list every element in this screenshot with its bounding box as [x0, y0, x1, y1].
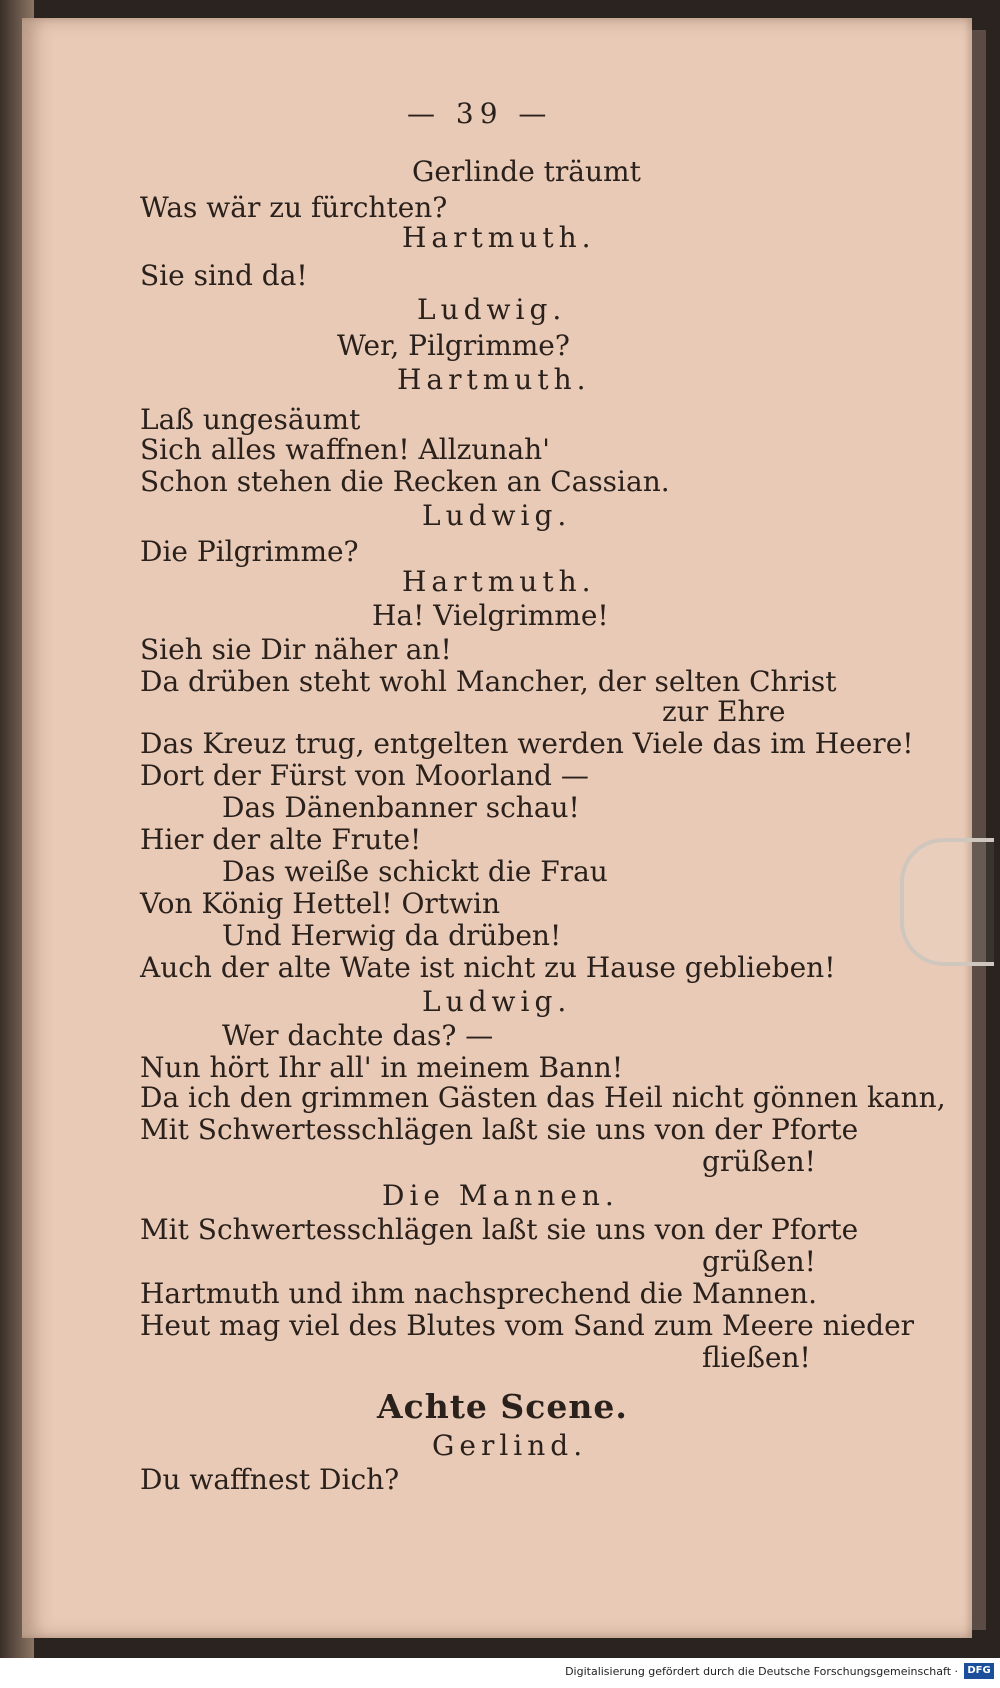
verse-line: Das Dänenbanner schau!: [222, 791, 580, 824]
verse-line: Hier der alte Frute!: [140, 823, 422, 856]
verse-line: fließen!: [702, 1341, 811, 1374]
book-page: [22, 18, 972, 1638]
speaker-name: Ludwig.: [417, 293, 567, 326]
verse-line: Du waffnest Dich?: [140, 1463, 400, 1496]
verse-line: Nun hört Ihr all' in meinem Bann!: [140, 1051, 624, 1084]
verse-line: Sieh sie Dir näher an!: [140, 633, 452, 666]
footer-credit: Digitalisierung gefördert durch die Deutsche Forschungsgemeinschaft ·: [565, 1665, 958, 1678]
speaker-name: Hartmuth.: [402, 221, 596, 254]
verse-line: Mit Schwertesschlägen laßt sie uns von der Pforte: [140, 1113, 859, 1146]
verse-line: Ha! Vielgrimme!: [372, 599, 609, 632]
verse-line: Auch der alte Wate ist nicht zu Hause geblieben!: [140, 951, 836, 984]
verse-line: Wer, Pilgrimme?: [337, 329, 570, 362]
verse-line: Mit Schwertesschlägen laßt sie uns von der Pforte: [140, 1213, 859, 1246]
speaker-name: Die Mannen.: [382, 1179, 619, 1212]
page-clip: [900, 838, 994, 966]
verse-line: Sich alles waffnen! Allzunah': [140, 433, 550, 466]
footer-bar: [0, 1658, 1000, 1688]
verse-line: Laß ungesäumt: [140, 403, 361, 436]
verse-line: Heut mag viel des Blutes vom Sand zum Meere nieder: [140, 1309, 915, 1342]
speaker-name: Ludwig.: [422, 499, 572, 532]
verse-line: Da drüben steht wohl Mancher, der selten Christ: [140, 665, 837, 698]
stage-direction: Hartmuth und ihm nachsprechend die Mannen.: [140, 1277, 817, 1310]
scene-heading: Achte Scene.: [377, 1387, 628, 1426]
verse-line: Wer dachte das? —: [222, 1019, 494, 1052]
verse-line: grüßen!: [702, 1145, 816, 1178]
verse-line: Was wär zu fürchten?: [140, 191, 448, 224]
verse-line: Von König Hettel! Ortwin: [140, 887, 500, 920]
verse-line: zur Ehre: [662, 695, 786, 728]
verse-line: Sie sind da!: [140, 259, 308, 292]
speaker-name: Gerlind.: [432, 1429, 588, 1462]
dfg-logo-icon: DFG: [964, 1663, 994, 1679]
verse-line: Und Herwig da drüben!: [222, 919, 562, 952]
verse-line: Schon stehen die Recken an Cassian.: [140, 465, 670, 498]
speaker-name: Ludwig.: [422, 985, 572, 1018]
page-number: — 39 —: [407, 97, 553, 130]
verse-line: Das Kreuz trug, entgelten werden Viele das im Heere!: [140, 727, 914, 760]
page-edge: [972, 30, 986, 1630]
verse-line: Das weiße schickt die Frau: [222, 855, 608, 888]
speaker-name: Hartmuth.: [402, 565, 596, 598]
stage-direction: Gerlinde träumt: [412, 155, 641, 188]
verse-line: Dort der Fürst von Moorland —: [140, 759, 589, 792]
speaker-name: Hartmuth.: [397, 363, 591, 396]
verse-line: Da ich den grimmen Gästen das Heil nicht gönnen kann,: [140, 1081, 946, 1114]
verse-line: grüßen!: [702, 1245, 816, 1278]
verse-line: Die Pilgrimme?: [140, 535, 359, 568]
